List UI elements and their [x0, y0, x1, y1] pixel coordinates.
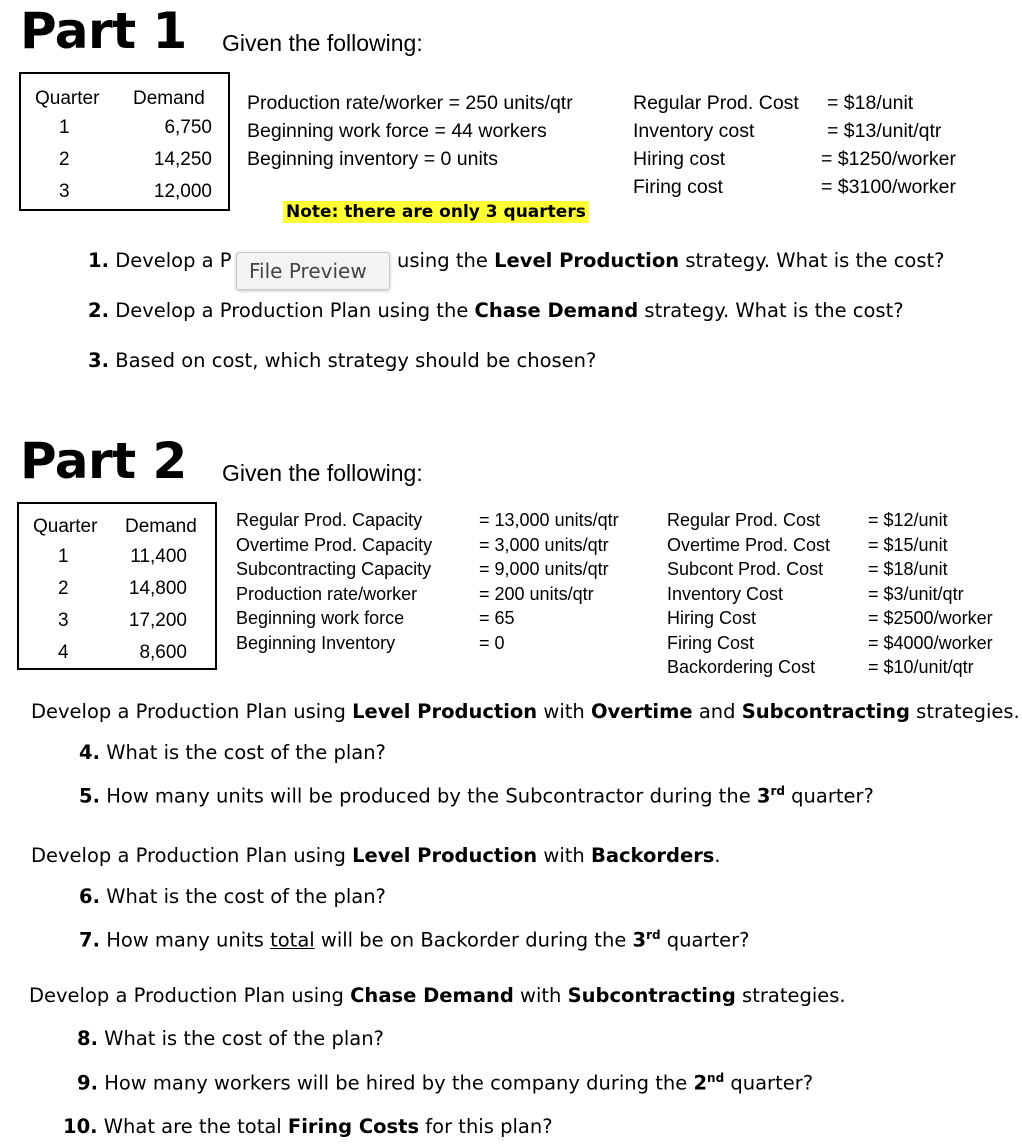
cost-label: Subcont Prod. Cost	[667, 559, 824, 579]
table-row-demand: 14,250	[153, 149, 212, 170]
scenario-text: strategies.	[909, 700, 1020, 723]
capacity-value: = 200 units/qtr	[479, 583, 594, 604]
param-line: Beginning work force = 44 workers	[247, 120, 547, 142]
capacity-value: = 13,000 units/qtr	[479, 510, 619, 530]
note-text: Note: there are only 3 quarters	[283, 201, 589, 223]
ordinal-suffix: nd	[707, 1071, 725, 1085]
question-bold: 3	[756, 784, 771, 808]
cost-label: Overtime Prod. Cost	[667, 534, 831, 555]
question-text: How many workers will be hired by the company during the	[104, 1071, 694, 1095]
cost-label: Hiring Cost	[667, 608, 757, 628]
question-underline: total	[270, 928, 315, 952]
cost-label: Inventory cost	[633, 120, 755, 142]
part2-given: Given the following:	[222, 460, 423, 486]
scenario-bold: Subcontracting	[741, 700, 910, 723]
question-text: quarter?	[660, 928, 750, 952]
file-preview-tooltip[interactable]: File Preview	[236, 252, 390, 290]
table-row-demand: 12,000	[153, 181, 212, 202]
scenario-text: Develop a Production Plan using	[31, 844, 353, 867]
cost-value: = $10/unit/qtr	[868, 657, 974, 677]
scenario-2-heading	[31, 844, 721, 867]
capacity-value: = 0	[479, 632, 505, 653]
question-number: 4.	[79, 741, 100, 764]
part1-cost-labels	[633, 89, 799, 201]
question-bold: 3	[632, 928, 647, 952]
cost-value: = $1250/worker	[821, 148, 956, 170]
capacity-value: = 9,000 units/qtr	[479, 559, 609, 579]
question-4	[79, 741, 386, 764]
demand-header: Demand	[125, 516, 197, 537]
question-3	[88, 349, 596, 372]
scenario-text: with	[537, 700, 591, 723]
question-number: 5.	[79, 784, 100, 808]
scenario-text: .	[714, 844, 721, 867]
capacity-label: Beginning Inventory	[236, 632, 396, 653]
table-row-quarter: 1	[58, 546, 69, 567]
cost-value: = $13/unit/qtr	[827, 120, 942, 142]
question-10	[63, 1115, 553, 1138]
question-7	[79, 928, 750, 952]
cost-label: Firing cost	[633, 176, 723, 198]
scenario-bold: Overtime	[590, 700, 693, 723]
part2-capacity-values	[479, 508, 619, 655]
scenario-1-heading	[31, 700, 1020, 723]
scenario-text: and	[692, 700, 742, 723]
question-number: 6.	[79, 885, 100, 908]
table-row-quarter: 1	[59, 117, 70, 138]
scenario-bold: Level Production	[352, 700, 538, 723]
part1-given: Given the following:	[222, 30, 423, 56]
scenario-bold: Level Production	[352, 844, 538, 867]
question-text: What is the cost of the plan?	[106, 741, 386, 764]
table-row-demand: 8,600	[139, 642, 187, 663]
scenario-text: strategies.	[735, 984, 846, 1007]
note-highlight	[283, 202, 589, 222]
table-row-quarter: 2	[59, 149, 70, 170]
cost-value: = $15/unit	[868, 534, 948, 555]
cost-value: = $4000/worker	[868, 632, 993, 653]
capacity-label: Overtime Prod. Capacity	[236, 534, 433, 555]
cost-label: Backordering Cost	[667, 657, 816, 677]
question-text: What is the cost of the plan?	[104, 1027, 384, 1050]
cost-label: Hiring cost	[633, 148, 726, 170]
question-number: 1.	[88, 249, 109, 272]
table-row-quarter: 3	[58, 610, 69, 631]
question-number: 8.	[77, 1027, 98, 1050]
capacity-value: = 3,000 units/qtr	[479, 534, 609, 555]
scenario-3-heading	[29, 984, 846, 1007]
question-text: strategy. What is the cost?	[679, 249, 945, 272]
scenario-bold: Backorders	[590, 844, 715, 867]
table-row-demand: 11,400	[130, 546, 187, 567]
question-number: 7.	[79, 928, 100, 952]
cost-value: = $3/unit/qtr	[868, 583, 964, 604]
quarter-header: Quarter	[33, 516, 98, 537]
ordinal-suffix: rd	[646, 928, 661, 942]
question-text: How many units	[106, 928, 271, 952]
table-row-quarter: 2	[58, 578, 69, 599]
question-number: 9.	[77, 1071, 98, 1095]
capacity-label: Subcontracting Capacity	[236, 559, 432, 579]
part2-cost-labels	[667, 508, 830, 680]
question-6	[79, 885, 386, 908]
question-text: Develop a P	[115, 249, 232, 272]
table-row-demand: 6,750	[164, 117, 212, 138]
param-line: Production rate/worker = 250 units/qtr	[247, 92, 573, 114]
table-row-demand: 14,800	[128, 578, 187, 599]
part2-capacity-labels	[236, 508, 432, 655]
question-5	[79, 784, 874, 808]
part1-demand-table	[19, 72, 230, 211]
question-bold: Firing Costs	[287, 1115, 420, 1138]
question-text: will be on Backorder during the	[314, 928, 633, 952]
scenario-text: with	[537, 844, 591, 867]
demand-header: Demand	[133, 88, 205, 109]
scenario-text: with	[513, 984, 568, 1007]
table-row-quarter: 4	[58, 642, 69, 663]
question-text: using the	[397, 249, 495, 272]
question-text: for this plan?	[419, 1115, 553, 1138]
question-text: How many units will be produced by the Subcontractor during the	[106, 784, 757, 808]
question-text: Develop a Production Plan using the	[115, 299, 475, 322]
cost-value: = $3100/worker	[821, 176, 956, 198]
capacity-value: = 65	[479, 608, 515, 628]
question-bold: Chase Demand	[474, 299, 639, 322]
param-line: Beginning inventory = 0 units	[247, 148, 498, 170]
question-text: quarter?	[724, 1071, 814, 1095]
scenario-text: Develop a Production Plan using	[29, 984, 351, 1007]
cost-label: Regular Prod. Cost	[633, 92, 799, 114]
question-number: 10.	[63, 1115, 98, 1138]
question-1-continued	[397, 249, 945, 272]
table-row-quarter: 3	[59, 181, 70, 202]
question-1	[88, 249, 232, 272]
part1-parameters	[247, 89, 573, 173]
question-bold: 2	[693, 1071, 708, 1095]
question-text: Based on cost, which strategy should be chosen?	[115, 349, 597, 372]
part2-demand-table	[17, 502, 217, 670]
cost-label: Firing Cost	[667, 632, 755, 653]
question-2	[88, 299, 904, 322]
cost-label: Inventory Cost	[667, 583, 784, 604]
quarter-header: Quarter	[35, 88, 100, 109]
capacity-label: Production rate/worker	[236, 583, 418, 604]
part2-title: Part 2	[20, 432, 187, 490]
table-row-demand: 17,200	[128, 610, 187, 631]
question-bold: Level Production	[494, 249, 680, 272]
part2-cost-values	[868, 508, 993, 680]
cost-value: = $2500/worker	[868, 608, 993, 628]
question-9	[77, 1071, 813, 1095]
question-number: 2.	[88, 299, 109, 322]
question-text: strategy. What is the cost?	[638, 299, 904, 322]
capacity-label: Beginning work force	[236, 608, 405, 628]
cost-value: = $18/unit	[827, 92, 914, 114]
question-8	[77, 1027, 384, 1050]
question-text: quarter?	[784, 784, 874, 808]
question-text: What is the cost of the plan?	[106, 885, 386, 908]
scenario-bold: Chase Demand	[350, 984, 514, 1007]
cost-label: Regular Prod. Cost	[667, 510, 821, 530]
scenario-text: Develop a Production Plan using	[31, 700, 353, 723]
question-text: What are the total	[103, 1115, 288, 1138]
capacity-label: Regular Prod. Capacity	[236, 510, 423, 530]
cost-value: = $12/unit	[868, 510, 948, 530]
cost-value: = $18/unit	[868, 559, 948, 579]
part1-cost-values	[821, 89, 956, 201]
question-number: 3.	[88, 349, 109, 372]
part1-title: Part 1	[20, 2, 187, 60]
ordinal-suffix: rd	[770, 784, 785, 798]
scenario-bold: Subcontracting	[567, 984, 736, 1007]
